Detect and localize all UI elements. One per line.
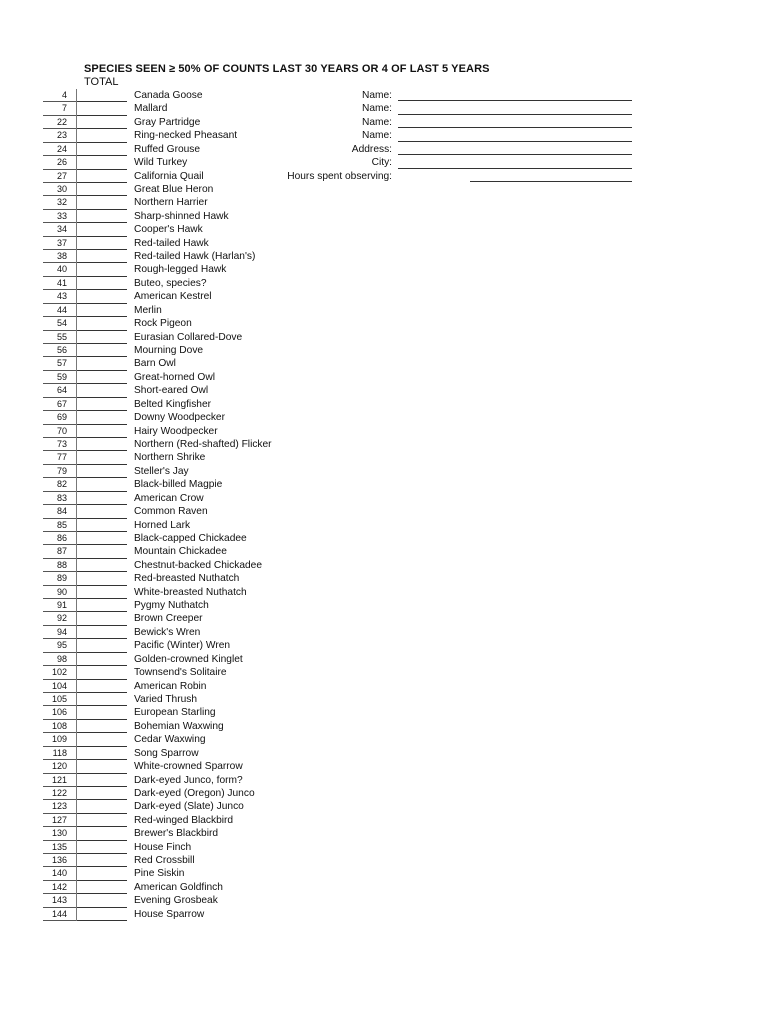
species-row [0, 438, 330, 451]
species-code: 37 [56, 237, 67, 248]
species-row [0, 532, 330, 545]
species-row [0, 787, 330, 800]
species-name: American Kestrel [134, 291, 212, 303]
species-code: 67 [56, 398, 67, 409]
column-divider [76, 867, 77, 880]
species-name: Red-breasted Nuthatch [134, 573, 240, 585]
species-code: 105 [51, 693, 67, 704]
info-field-row [300, 116, 640, 129]
species-name: Evening Grosbeak [134, 895, 218, 907]
species-row [0, 747, 330, 760]
column-divider [76, 451, 77, 464]
column-divider [76, 639, 77, 652]
info-field-row [287, 170, 640, 183]
species-code: 91 [56, 600, 67, 611]
column-divider [76, 760, 77, 773]
species-row [0, 371, 330, 384]
column-divider [76, 196, 77, 209]
species-name: Varied Thrush [134, 693, 198, 705]
species-name: House Finch [134, 841, 192, 853]
species-code: 121 [51, 774, 67, 785]
species-row [0, 720, 330, 733]
species-code: 69 [56, 412, 67, 423]
species-row [0, 626, 330, 639]
species-row [0, 867, 330, 880]
species-code: 130 [51, 828, 67, 839]
species-name: Horned Lark [134, 519, 191, 531]
species-row [0, 425, 330, 438]
species-row [0, 894, 330, 907]
species-name: European Starling [134, 707, 216, 719]
info-field-row [300, 143, 640, 156]
species-code: 144 [51, 908, 67, 919]
species-row [0, 357, 330, 370]
info-field-label: Name: [361, 90, 392, 101]
column-divider [76, 626, 77, 639]
species-code: 90 [56, 586, 67, 597]
species-code: 127 [51, 814, 67, 825]
column-divider [76, 398, 77, 411]
column-divider [76, 357, 77, 370]
species-code: 88 [56, 559, 67, 570]
column-divider [76, 586, 77, 599]
species-row [0, 881, 330, 894]
species-name: Bewick's Wren [134, 626, 201, 638]
species-name: Canada Goose [134, 90, 203, 101]
species-name: Northern Harrier [134, 197, 208, 209]
column-divider [76, 894, 77, 907]
species-code: 70 [56, 425, 67, 436]
species-row [0, 653, 330, 666]
species-row [0, 478, 330, 491]
species-name: White-breasted Nuthatch [134, 586, 247, 598]
info-field-input[interactable] [398, 100, 632, 101]
species-row [0, 344, 330, 357]
column-divider [76, 747, 77, 760]
total-column-label: TOTAL [84, 76, 119, 88]
species-row [0, 102, 330, 115]
species-code: 55 [56, 331, 67, 342]
species-code: 73 [56, 438, 67, 449]
species-code: 122 [51, 787, 67, 798]
observer-info-fields [287, 89, 640, 183]
species-row [0, 237, 330, 250]
species-row [0, 223, 330, 236]
column-divider [76, 425, 77, 438]
column-divider [76, 263, 77, 276]
species-name: Red-tailed Hawk [134, 237, 209, 249]
column-divider [76, 304, 77, 317]
column-divider [76, 693, 77, 706]
species-row [0, 89, 330, 102]
column-divider [76, 827, 77, 840]
species-row [0, 116, 330, 129]
column-divider [76, 532, 77, 545]
species-row [0, 639, 330, 652]
species-code: 102 [51, 667, 67, 678]
column-divider [76, 545, 77, 558]
species-row [0, 196, 330, 209]
species-name: Eurasian Collared-Dove [134, 331, 243, 343]
column-divider [76, 183, 77, 196]
species-name: Dark-eyed (Oregon) Junco [134, 787, 255, 799]
species-name: Dark-eyed Junco, form? [134, 774, 243, 786]
species-code: 109 [51, 734, 67, 745]
species-code: 79 [56, 465, 67, 476]
species-row [0, 680, 330, 693]
info-field-row [300, 129, 640, 142]
species-code: 118 [52, 747, 67, 758]
species-name: Mountain Chickadee [134, 546, 227, 558]
species-row [0, 492, 330, 505]
species-row [0, 384, 330, 397]
species-code: 94 [56, 626, 67, 637]
species-name: Red-tailed Hawk (Harlan's) [134, 251, 256, 263]
species-name: White-crowned Sparrow [134, 761, 243, 773]
species-row [0, 398, 330, 411]
column-divider [76, 733, 77, 746]
species-code: 98 [56, 653, 67, 664]
species-name: Mallard [134, 103, 168, 115]
column-divider [76, 881, 77, 894]
species-row [0, 451, 330, 464]
species-name: Black-billed Magpie [134, 479, 223, 491]
species-code: 44 [56, 304, 67, 315]
column-divider [76, 800, 77, 813]
species-name: Cedar Waxwing [134, 734, 206, 746]
species-code: 84 [56, 506, 67, 517]
species-row [0, 854, 330, 867]
species-name: Pacific (Winter) Wren [134, 640, 231, 652]
species-name: Belted Kingfisher [134, 398, 212, 410]
species-row [0, 210, 330, 223]
column-divider [76, 720, 77, 733]
species-code: 4 [61, 90, 67, 100]
species-name: Brown Creeper [134, 613, 203, 625]
column-divider [76, 344, 77, 357]
column-divider [76, 841, 77, 854]
column-divider [76, 465, 77, 478]
species-code: 64 [56, 385, 67, 396]
code-underline [43, 920, 76, 921]
column-divider [76, 559, 77, 572]
species-code: 85 [56, 519, 67, 530]
column-divider [76, 505, 77, 518]
species-name: Dark-eyed (Slate) Junco [134, 801, 244, 813]
species-code: 108 [51, 720, 67, 731]
species-row [0, 774, 330, 787]
species-name: Great Blue Heron [134, 183, 214, 195]
species-checklist [0, 89, 330, 921]
species-code: 136 [51, 855, 67, 866]
count-entry-field[interactable] [77, 920, 127, 921]
species-row [0, 277, 330, 290]
column-divider [76, 666, 77, 679]
info-field-input[interactable] [398, 127, 632, 128]
column-divider [76, 277, 77, 290]
species-name: Merlin [134, 304, 162, 316]
species-row [0, 814, 330, 827]
species-code: 95 [56, 640, 67, 651]
column-divider [76, 290, 77, 303]
species-row [0, 505, 330, 518]
column-divider [76, 143, 77, 156]
species-row [0, 666, 330, 679]
species-row [0, 263, 330, 276]
species-name: Gray Partridge [134, 116, 201, 128]
species-name: Hairy Woodpecker [134, 425, 218, 437]
column-divider [76, 116, 77, 129]
column-divider [76, 237, 77, 250]
species-code: 34 [56, 224, 67, 235]
species-code: 23 [56, 130, 67, 141]
info-field-input[interactable] [398, 114, 632, 115]
species-code: 54 [56, 318, 67, 329]
column-divider [76, 371, 77, 384]
species-name: Northern Shrike [134, 452, 206, 464]
species-name: Northern (Red-shafted) Flicker [134, 438, 272, 450]
species-row [0, 129, 330, 142]
species-name: Rock Pigeon [134, 318, 192, 330]
species-name: Cooper's Hawk [134, 224, 203, 236]
info-field-label: Address: [351, 143, 392, 155]
species-row [0, 411, 330, 424]
column-divider [76, 706, 77, 719]
column-divider [76, 438, 77, 451]
species-row [0, 317, 330, 330]
column-divider [76, 411, 77, 424]
species-name: Short-eared Owl [134, 385, 209, 397]
species-code: 40 [56, 264, 67, 275]
species-name: House Sparrow [134, 908, 205, 920]
species-code: 86 [56, 532, 67, 543]
species-row [0, 250, 330, 263]
species-code: 59 [56, 371, 67, 382]
species-code: 7 [61, 103, 67, 114]
species-name: Golden-crowned Kinglet [134, 653, 243, 665]
species-row [0, 183, 330, 196]
species-name: Buteo, species? [134, 277, 207, 289]
species-row [0, 586, 330, 599]
column-divider [76, 519, 77, 532]
species-code: 142 [51, 881, 67, 892]
column-divider [76, 317, 77, 330]
species-name: Bohemian Waxwing [134, 720, 224, 732]
species-row [0, 519, 330, 532]
species-name: Common Raven [134, 506, 208, 518]
species-code: 120 [51, 761, 67, 772]
species-name: Ruffed Grouse [134, 143, 201, 155]
species-name: Brewer's Blackbird [134, 828, 219, 840]
species-row [0, 599, 330, 612]
species-code: 56 [56, 345, 67, 356]
species-name: Red Crossbill [134, 855, 195, 867]
column-divider [76, 223, 77, 236]
info-field-row [300, 156, 640, 169]
species-row [0, 559, 330, 572]
info-field-input[interactable] [398, 141, 632, 142]
species-row [0, 304, 330, 317]
species-name: Wild Turkey [134, 157, 188, 169]
species-name: California Quail [134, 170, 204, 182]
species-name: Downy Woodpecker [134, 412, 225, 424]
species-name: Song Sparrow [134, 747, 199, 759]
species-code: 106 [51, 707, 67, 718]
column-divider [76, 210, 77, 223]
species-row [0, 706, 330, 719]
column-divider [76, 89, 77, 102]
column-divider [76, 384, 77, 397]
info-field-label: Name: [361, 103, 392, 115]
species-code: 38 [56, 251, 67, 262]
species-row [0, 290, 330, 303]
column-divider [76, 102, 77, 115]
column-divider [76, 331, 77, 344]
species-row [0, 693, 330, 706]
column-divider [76, 653, 77, 666]
species-code: 57 [56, 358, 67, 369]
column-divider [76, 680, 77, 693]
column-divider [76, 129, 77, 142]
species-row [0, 733, 330, 746]
species-code: 123 [51, 801, 67, 812]
species-code: 32 [56, 197, 67, 208]
column-divider [76, 908, 77, 921]
species-code: 26 [56, 157, 67, 168]
info-field-input[interactable] [398, 168, 632, 169]
species-code: 33 [56, 210, 67, 221]
column-divider [76, 572, 77, 585]
species-code: 92 [56, 613, 67, 624]
species-name: Pygmy Nuthatch [134, 600, 209, 612]
species-name: Black-capped Chickadee [134, 532, 247, 544]
column-divider [76, 492, 77, 505]
info-field-input[interactable] [470, 181, 632, 182]
species-name: Rough-legged Hawk [134, 264, 227, 276]
species-name: Mourning Dove [134, 345, 204, 357]
species-row [0, 143, 330, 156]
info-field-input[interactable] [398, 154, 632, 155]
species-row [0, 465, 330, 478]
species-row [0, 827, 330, 840]
species-name: Great-horned Owl [134, 371, 215, 383]
species-row [0, 612, 330, 625]
info-field-row [300, 89, 640, 102]
species-name: Steller's Jay [134, 465, 189, 477]
species-code: 143 [51, 895, 67, 906]
species-row [0, 841, 330, 854]
info-field-label: Hours spent observing: [287, 170, 392, 182]
species-code: 104 [51, 680, 67, 691]
species-code: 135 [51, 841, 67, 852]
column-divider [76, 814, 77, 827]
species-code: 83 [56, 492, 67, 503]
info-field-label: City: [371, 157, 392, 169]
species-row [0, 800, 330, 813]
info-field-label: Name: [361, 116, 392, 128]
column-divider [76, 478, 77, 491]
species-code: 82 [56, 479, 67, 490]
species-name: Chestnut-backed Chickadee [134, 559, 262, 571]
species-row [0, 760, 330, 773]
species-name: American Crow [134, 492, 204, 504]
species-name: Sharp-shinned Hawk [134, 210, 229, 222]
species-name: American Goldfinch [134, 881, 223, 893]
species-name: American Robin [134, 680, 207, 692]
column-divider [76, 250, 77, 263]
column-divider [76, 156, 77, 169]
species-row [0, 156, 330, 169]
species-row [0, 572, 330, 585]
species-code: 87 [56, 546, 67, 557]
species-code: 30 [56, 183, 67, 194]
species-code: 77 [56, 452, 67, 463]
species-row [0, 170, 330, 183]
species-row [0, 908, 330, 921]
column-divider [76, 170, 77, 183]
species-row [0, 545, 330, 558]
column-divider [76, 774, 77, 787]
species-code: 43 [56, 291, 67, 302]
species-name: Pine Siskin [134, 868, 185, 880]
species-code: 89 [56, 573, 67, 584]
species-name: Red-winged Blackbird [134, 814, 234, 826]
species-code: 22 [56, 116, 67, 127]
species-code: 24 [56, 143, 67, 154]
info-field-label: Name: [361, 130, 392, 142]
species-name: Townsend's Solitaire [134, 667, 227, 679]
info-field-row [300, 102, 640, 115]
column-divider [76, 787, 77, 800]
species-name: Ring-necked Pheasant [134, 130, 238, 142]
form-title: SPECIES SEEN ≥ 50% OF COUNTS LAST 30 YEARS OR 4 OF LAST 5 YEARS [84, 63, 490, 75]
column-divider [76, 854, 77, 867]
column-divider [76, 599, 77, 612]
species-code: 140 [51, 868, 67, 879]
column-divider [76, 612, 77, 625]
species-name: Barn Owl [134, 358, 176, 370]
species-code: 41 [56, 277, 67, 288]
species-row [0, 331, 330, 344]
species-code: 27 [56, 170, 67, 181]
